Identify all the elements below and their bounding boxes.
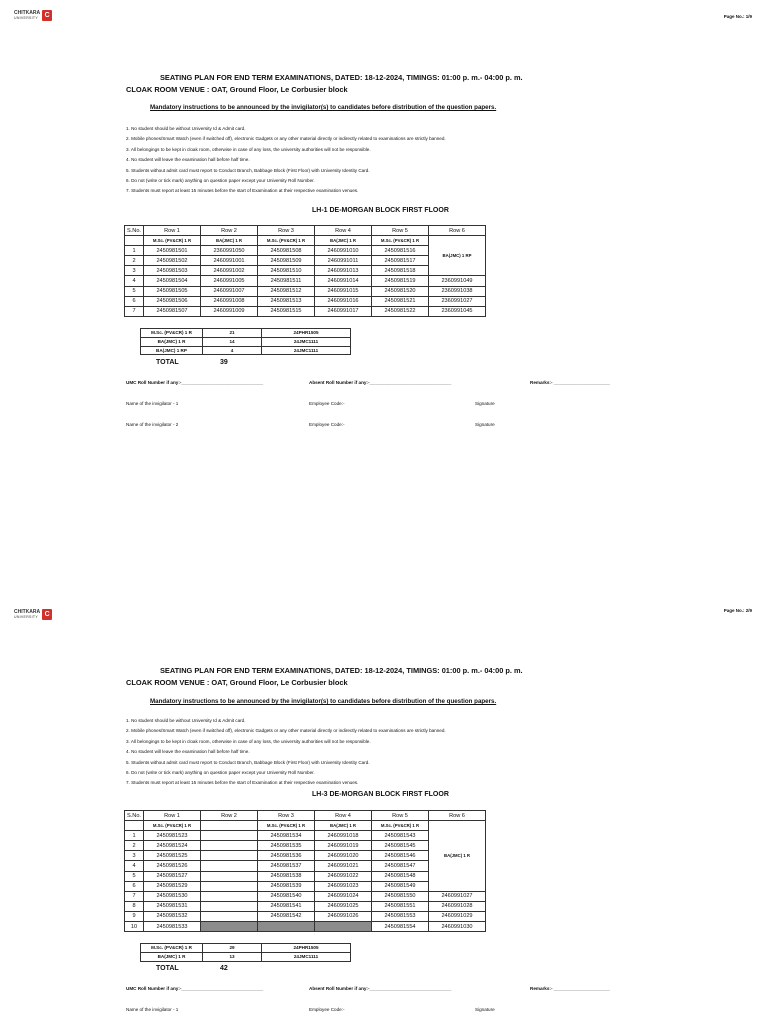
cell: 2450981553 [372, 911, 429, 921]
summary-code: 24JMC1111 [262, 346, 351, 355]
empty-cell [258, 922, 315, 932]
cell: 2460991005 [201, 276, 258, 286]
table-row [125, 911, 486, 921]
cell: 2450981522 [372, 306, 429, 316]
cell: 2450981520 [372, 286, 429, 296]
cell: 5 [125, 286, 144, 296]
cell: 2450981546 [372, 851, 429, 861]
cell [201, 831, 258, 841]
row6-course: BA(JMC) 1 RP [429, 236, 486, 276]
cell: 2 [125, 256, 144, 266]
cell: 2450981525 [144, 851, 201, 861]
empty-cell [315, 922, 372, 932]
course-subheader: BA(JMC) 1 R [315, 236, 372, 246]
col-header: Row 5 [372, 811, 429, 821]
cell: 2460991018 [315, 831, 372, 841]
table-row [125, 296, 486, 306]
remarks-field: Remarks:- ______________________ [530, 986, 610, 991]
cell: 2450981532 [144, 911, 201, 921]
total-label: TOTAL [156, 965, 179, 972]
instruction: 6. Do not (write or tick mark) anything on question paper except your University Roll Number. [126, 178, 315, 184]
cell: 2460991007 [201, 286, 258, 296]
summary-course: M.Sc. (PV&CR) 1 R [141, 329, 203, 338]
instruction: 3. All belongings to be kept in cloak room, otherwise in case of any loss, the university authorities will not be responsible. [126, 146, 371, 152]
summary-count: 21 [203, 329, 262, 338]
course-subheader: M.Sc. (PV&CR) 1 R [258, 821, 315, 831]
cell: 2460991025 [315, 901, 372, 911]
cell: 7 [125, 891, 144, 901]
instruction: 2. Mobile phones/Smart Watch (even if switched off), electronic Gadgets or any other material directly or indirectly related to examinations are strictly banned. [126, 136, 446, 142]
cell: 2450981537 [258, 861, 315, 871]
cell: 2460991029 [429, 911, 486, 921]
cell: 2450981541 [258, 901, 315, 911]
mandatory-heading: Mandatory instructions to be announced by the invigilator(s) to candidates before distribution of the question papers. [150, 698, 497, 705]
col-header: Row 6 [429, 226, 486, 236]
col-header: S.No. [125, 811, 144, 821]
cell [201, 911, 258, 921]
course-subheader: M.Sc. (PV&CR) 1 R [144, 821, 201, 831]
empty-cell [201, 922, 258, 932]
total-row [156, 359, 228, 366]
signature-label: Signature [475, 401, 495, 406]
page-2 [0, 600, 768, 1024]
course-subheader: M.Sc. (PV&CR) 1 R [372, 236, 429, 246]
cell: 2450981502 [144, 256, 201, 266]
instruction: 1. No student should be without University Id & Admit card. [126, 718, 246, 723]
cell: 2360991050 [201, 246, 258, 256]
cell: 2450981543 [372, 831, 429, 841]
summary-row [141, 944, 351, 953]
seating-table [124, 225, 486, 317]
course-subheader [201, 821, 258, 831]
cell: 3 [125, 851, 144, 861]
subheader-row [125, 236, 486, 246]
cell: 2460991021 [315, 861, 372, 871]
cell: 2450981527 [144, 871, 201, 881]
cell: 2460991014 [315, 276, 372, 286]
cell: 2450981533 [144, 922, 201, 932]
table-row [125, 922, 486, 932]
row6-course: BA(JMC) 1 R [429, 821, 486, 892]
instruction: 4. No student will leave the examination hall before half time. [126, 749, 250, 755]
employee-code-label: Employee Code:- [309, 1007, 345, 1012]
cell [201, 861, 258, 871]
cell: 2450981517 [372, 256, 429, 266]
cell: 7 [125, 306, 144, 316]
cell: 2360991049 [429, 276, 486, 286]
instruction: 7. Students must report at least 15 minutes before the start of Examination at their respective examination venues. [126, 780, 359, 786]
cell: 2450981542 [258, 911, 315, 921]
cell: 2460991023 [315, 881, 372, 891]
cell: 2450981531 [144, 901, 201, 911]
university-logo [14, 10, 52, 21]
cell [201, 851, 258, 861]
cell: 2450981508 [258, 246, 315, 256]
header-row [125, 811, 486, 821]
cell: 2450981506 [144, 296, 201, 306]
remarks-field: Remarks:- ______________________ [530, 380, 610, 385]
umc-roll-field: UMC Roll Number if any:-________________________________ [126, 986, 264, 991]
table-row [125, 286, 486, 296]
hall-title: LH-1 DE-MORGAN BLOCK FIRST FLOOR [312, 207, 449, 214]
cell: 2460991008 [201, 296, 258, 306]
cell: 2450981523 [144, 831, 201, 841]
cell: 2450981504 [144, 276, 201, 286]
instructions-list [126, 124, 446, 197]
cell: 2450981516 [372, 246, 429, 256]
col-header: Row 1 [144, 226, 201, 236]
cell: 10 [125, 922, 144, 932]
absent-roll-field: Absent Roll Number if any:-________________________________ [309, 986, 452, 991]
summary-count: 14 [203, 337, 262, 346]
page-number: Page No.: 1/9 [723, 14, 752, 19]
subheader-row [125, 821, 486, 831]
logo-sub: UNIVERSITY [14, 15, 39, 20]
cell: 2450981536 [258, 851, 315, 861]
summary-table [140, 328, 351, 355]
col-header: Row 2 [201, 226, 258, 236]
instruction: 2. Mobile phones/Smart Watch (even if switched off), electronic Gadgets or any other material directly or indirectly related to examinations are strictly banned. [126, 728, 446, 734]
cell [201, 891, 258, 901]
cell: 2450981550 [372, 891, 429, 901]
instruction: 1. No student should be without University Id & Admit card. [126, 126, 246, 131]
cell: 2460991011 [315, 256, 372, 266]
cell: 2460991022 [315, 871, 372, 881]
col-header: S.No. [125, 226, 144, 236]
summary-row [141, 952, 351, 961]
table-row [125, 276, 486, 286]
signature-label: Signature [475, 1007, 495, 1012]
cell [201, 901, 258, 911]
instructions-list [126, 716, 446, 789]
col-header: Row 4 [315, 811, 372, 821]
cell: 2450981545 [372, 841, 429, 851]
university-logo [14, 609, 52, 620]
cell: 2450981521 [372, 296, 429, 306]
cell: 2460991024 [315, 891, 372, 901]
invigilator-1-label: Name of the invigilator - 1 [126, 1007, 179, 1012]
cell: 2460991019 [315, 841, 372, 851]
cell: 2450981501 [144, 246, 201, 256]
col-header: Row 6 [429, 811, 486, 821]
cell: 1 [125, 246, 144, 256]
col-header: Row 3 [258, 811, 315, 821]
cell: 2450981529 [144, 881, 201, 891]
instruction: 3. All belongings to be kept in cloak room, otherwise in case of any loss, the university authorities will not be responsible. [126, 738, 371, 744]
cell: 6 [125, 881, 144, 891]
cell: 2450981519 [372, 276, 429, 286]
total-row [156, 965, 228, 972]
cell: 2460991016 [315, 296, 372, 306]
cell: 2450981518 [372, 266, 429, 276]
cell: 2450981534 [258, 831, 315, 841]
summary-row [141, 337, 351, 346]
cell: 2450981515 [258, 306, 315, 316]
course-subheader: M.Sc. (PV&CR) 1 R [258, 236, 315, 246]
cell: 2360991027 [429, 296, 486, 306]
cell: 8 [125, 901, 144, 911]
course-subheader: BA(JMC) 1 R [201, 236, 258, 246]
summary-course: BA(JMC) 1 R [141, 337, 203, 346]
cell: 5 [125, 871, 144, 881]
logo-brand: CHITKARA [14, 608, 41, 615]
cell: 2460991027 [429, 891, 486, 901]
invigilator-1-label: Name of the invigilator - 1 [126, 401, 179, 406]
cell: 2460991013 [315, 266, 372, 276]
cell: 2450981503 [144, 266, 201, 276]
summary-course: BA(JMC) 1 R [141, 952, 203, 961]
cell: 4 [125, 276, 144, 286]
hall-title: LH-3 DE-MORGAN BLOCK FIRST FLOOR [312, 791, 449, 798]
summary-count: 29 [203, 944, 262, 953]
col-header: Row 1 [144, 811, 201, 821]
summary-row [141, 346, 351, 355]
logo-sub: UNIVERSITY [14, 614, 39, 619]
course-subheader: M.Sc. (PV&CR) 1 R [372, 821, 429, 831]
cell: 2460991015 [315, 286, 372, 296]
cell: 9 [125, 911, 144, 921]
cell: 2450981509 [258, 256, 315, 266]
page-number: Page No.: 2/9 [723, 608, 752, 613]
cell: 2460991002 [201, 266, 258, 276]
course-subheader: M.Sc. (PV&CR) 1 R [144, 236, 201, 246]
instruction: 5. Students without admit card must report to Conduct Branch, Babbage Block (First Floor) with University Identity Card. [126, 759, 370, 765]
cell: 2450981512 [258, 286, 315, 296]
signature-label: Signature [475, 422, 495, 427]
summary-row [141, 329, 351, 338]
cell: 2450981505 [144, 286, 201, 296]
cell: 2450981535 [258, 841, 315, 851]
cell: 2450981526 [144, 861, 201, 871]
course-subheader: BA(JMC) 1 R [315, 821, 372, 831]
cell: 2450981524 [144, 841, 201, 851]
cell: 2460991028 [429, 901, 486, 911]
instruction: 5. Students without admit card must report to Conduct Branch, Babbage Block (First Floor) with University Identity Card. [126, 167, 370, 173]
total-label: TOTAL [156, 359, 179, 366]
employee-code-label: Employee Code:- [309, 422, 345, 427]
cell: 2450981507 [144, 306, 201, 316]
logo-brand: CHITKARA [14, 9, 41, 16]
col-header: Row 5 [372, 226, 429, 236]
cell: 2450981551 [372, 901, 429, 911]
cell: 2460991010 [315, 246, 372, 256]
cell: 2450981554 [372, 922, 429, 932]
col-header: Row 4 [315, 226, 372, 236]
cell: 2460991017 [315, 306, 372, 316]
logo-mark-icon: C [42, 10, 52, 21]
cell [201, 881, 258, 891]
cell: 2460991030 [429, 922, 486, 932]
cell: 4 [125, 861, 144, 871]
cell: 2360991045 [429, 306, 486, 316]
absent-roll-field: Absent Roll Number if any:-________________________________ [309, 380, 452, 385]
summary-code: 24JMC1111 [262, 952, 351, 961]
summary-code: 24PHR1505 [262, 944, 351, 953]
table-row [125, 306, 486, 316]
cell: 2450981511 [258, 276, 315, 286]
cell: 2460991020 [315, 851, 372, 861]
col-header: Row 3 [258, 226, 315, 236]
table-row [125, 901, 486, 911]
cell: 2450981539 [258, 881, 315, 891]
cell: 3 [125, 266, 144, 276]
instruction: 7. Students must report at least 15 minutes before the start of Examination at their respective examination venues. [126, 188, 359, 194]
invigilator-2-label: Name of the invigilator - 2 [126, 422, 179, 427]
cloak-room-venue: CLOAK ROOM VENUE : OAT, Ground Floor, Le Corbusier block [126, 678, 348, 687]
cell: 2450981530 [144, 891, 201, 901]
cell: 2460991001 [201, 256, 258, 266]
total-value: 39 [220, 359, 228, 366]
cell: 6 [125, 296, 144, 306]
exam-title: SEATING PLAN FOR END TERM EXAMINATIONS, DATED: 18-12-2024, TIMINGS: 01:00 p. m.- 04:00 p. m. [160, 73, 523, 82]
instruction: 6. Do not (write or tick mark) anything on question paper except your University Roll Number. [126, 770, 315, 776]
cell [201, 871, 258, 881]
instruction: 4. No student will leave the examination hall before half time. [126, 157, 250, 163]
cell: 2450981548 [372, 871, 429, 881]
logo-mark-icon: C [42, 609, 52, 620]
cell: 2450981547 [372, 861, 429, 871]
cell: 2450981513 [258, 296, 315, 306]
exam-title: SEATING PLAN FOR END TERM EXAMINATIONS, DATED: 18-12-2024, TIMINGS: 01:00 p. m.- 04:00 p. m. [160, 666, 523, 675]
cloak-room-venue: CLOAK ROOM VENUE : OAT, Ground Floor, Le Corbusier block [126, 85, 348, 94]
summary-course: M.Sc. (PV&CR) 1 R [141, 944, 203, 953]
summary-code: 24JMC1111 [262, 337, 351, 346]
header-row [125, 226, 486, 236]
summary-table [140, 943, 351, 962]
cell: 2 [125, 841, 144, 851]
table-row [125, 891, 486, 901]
cell: 2450981538 [258, 871, 315, 881]
cell [201, 841, 258, 851]
summary-code: 24PHR1505 [262, 329, 351, 338]
total-value: 42 [220, 965, 228, 972]
cell: 1 [125, 831, 144, 841]
cell: 2450981549 [372, 881, 429, 891]
cell: 2450981510 [258, 266, 315, 276]
seating-table [124, 810, 486, 932]
cell: 2460991009 [201, 306, 258, 316]
col-header: Row 2 [201, 811, 258, 821]
umc-roll-field: UMC Roll Number if any:-________________________________ [126, 380, 264, 385]
employee-code-label: Employee Code:- [309, 401, 345, 406]
cell: 2460991026 [315, 911, 372, 921]
summary-count: 13 [203, 952, 262, 961]
cell: 2450981540 [258, 891, 315, 901]
cell: 2360991038 [429, 286, 486, 296]
summary-count: 4 [203, 346, 262, 355]
summary-course: BA(JMC) 1 RP [141, 346, 203, 355]
mandatory-heading: Mandatory instructions to be announced by the invigilator(s) to candidates before distribution of the question papers. [150, 104, 497, 111]
